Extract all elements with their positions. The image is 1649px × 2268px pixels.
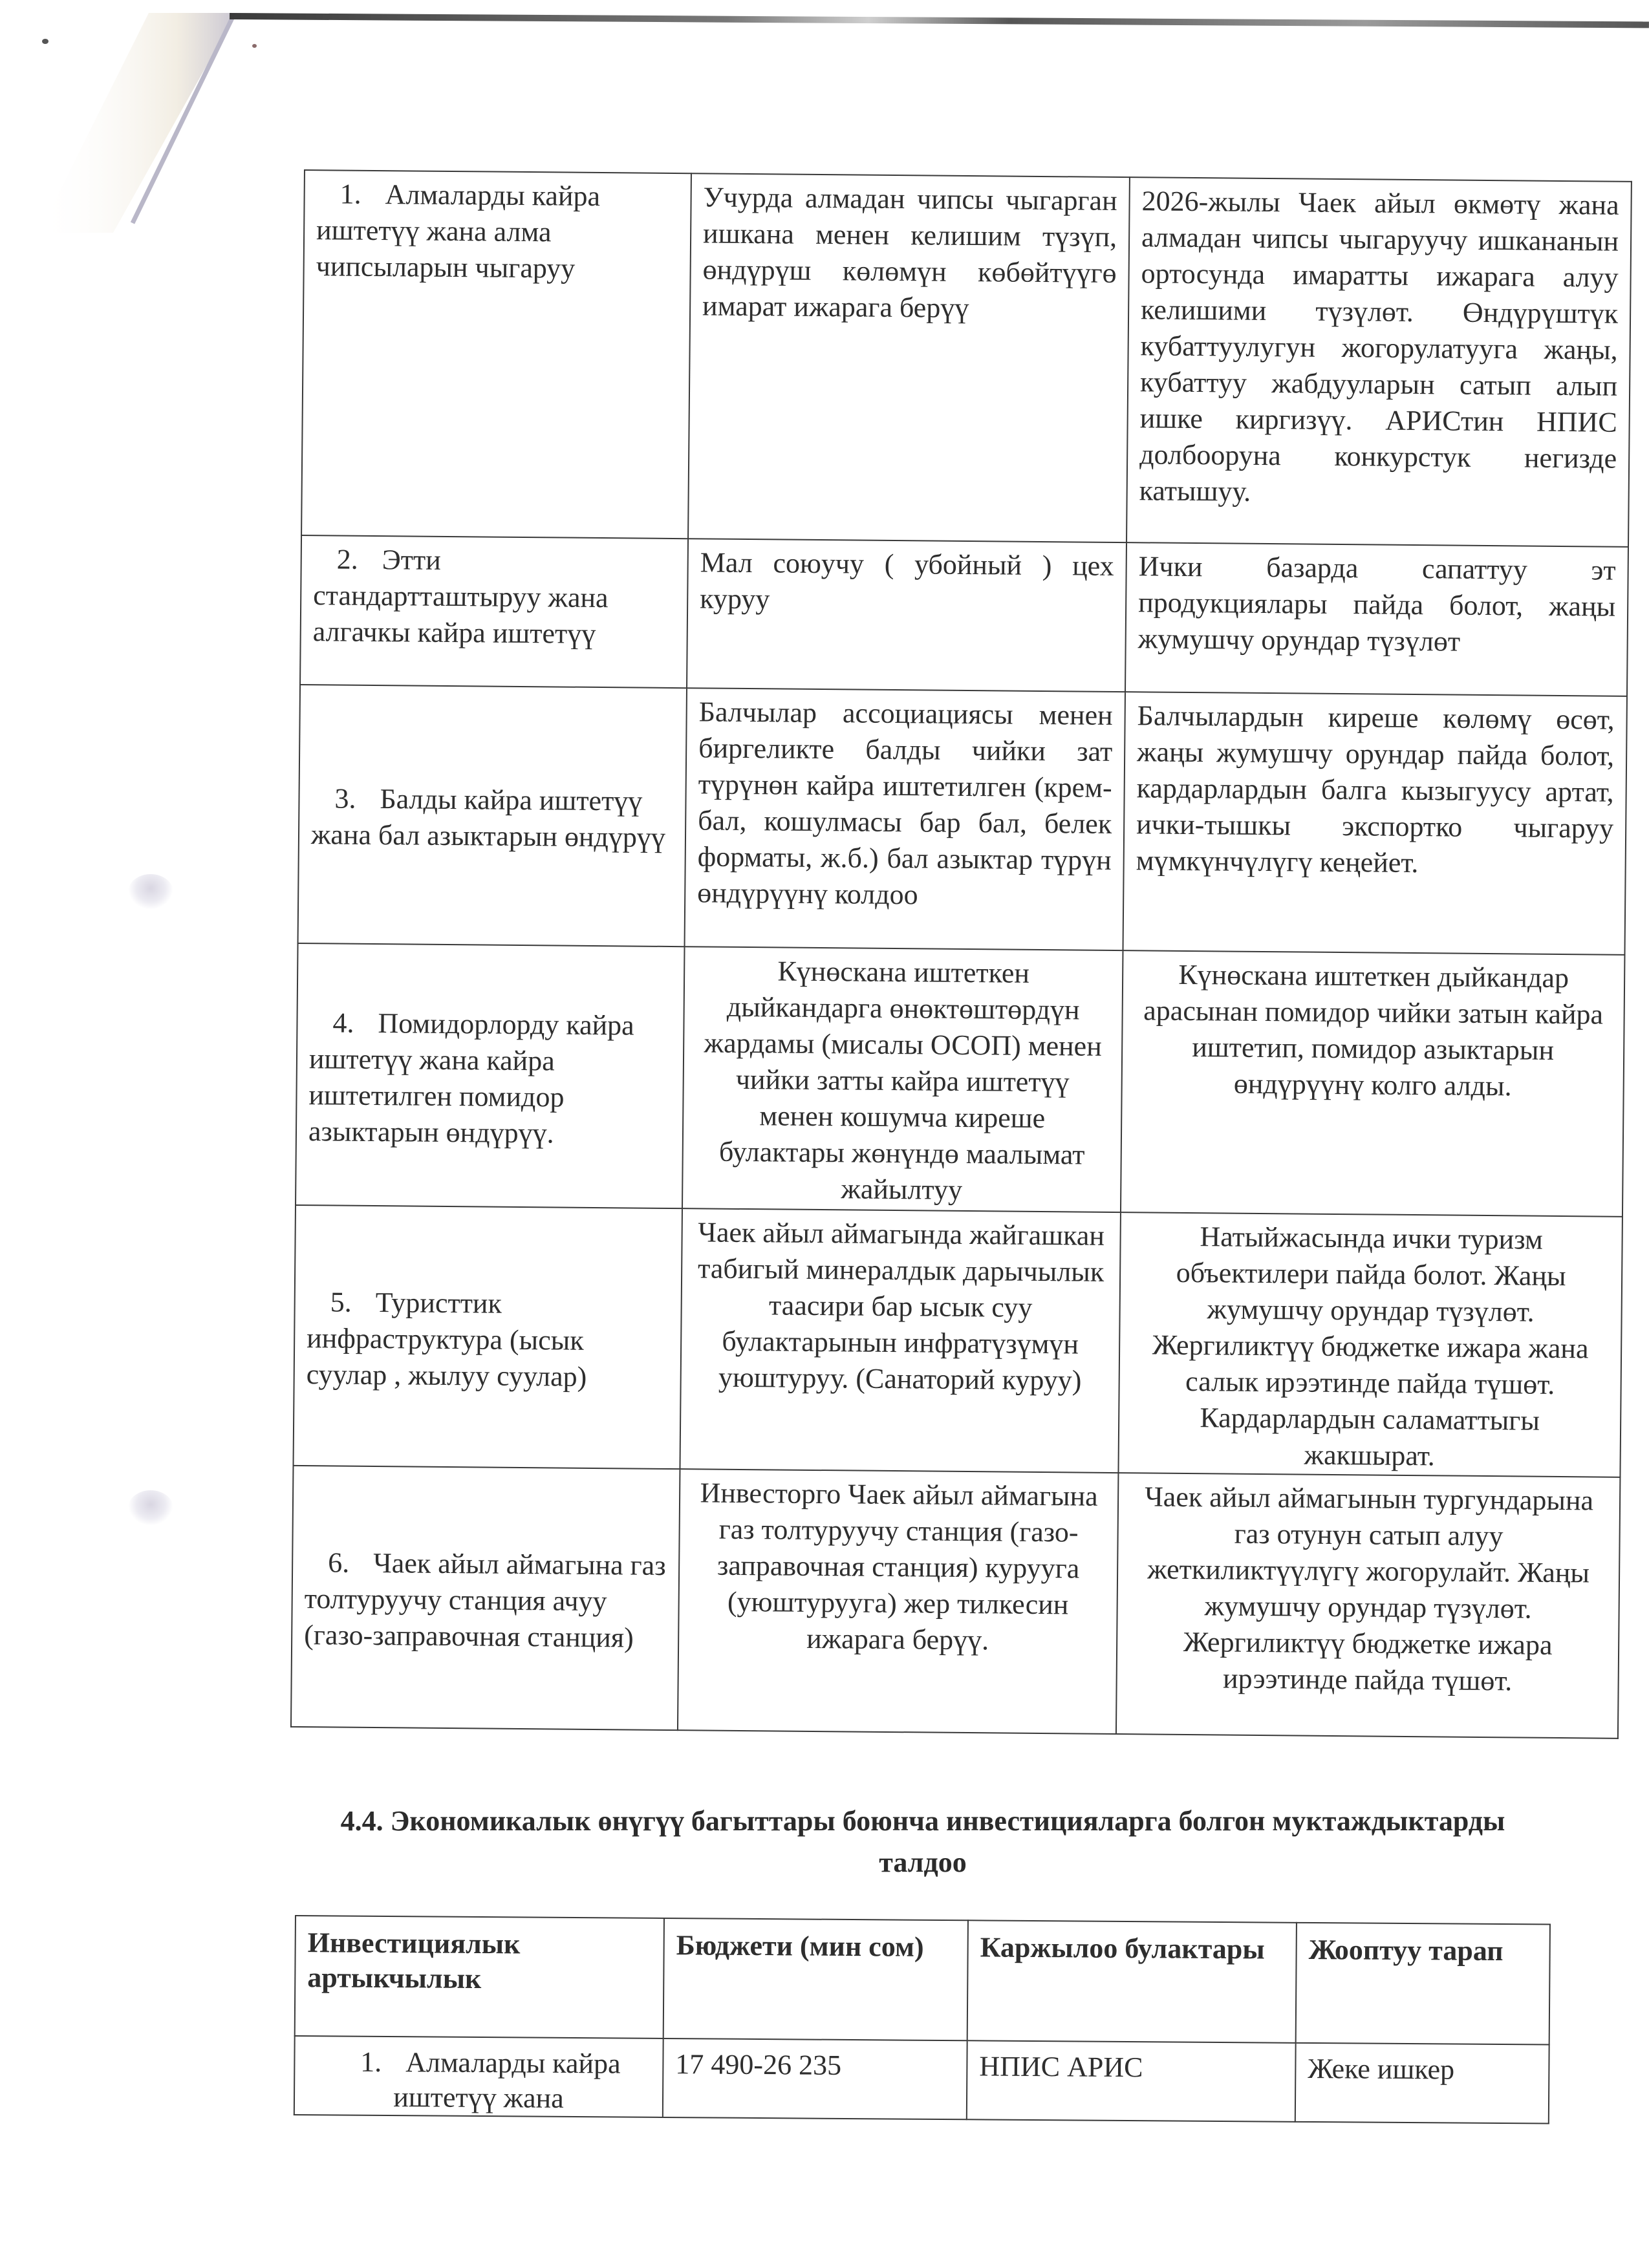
column-header: Жооптуу тарап [1296,1923,1550,2045]
action-cell: Учурда алмадан чипсы чыгарган ишкана менен келишим түзүп, өндүрүш көлөмүн көбөйтүүгө имарат ижарага берүү [688,173,1130,542]
action-cell: Мал союучу ( убойный ) цех куруу [687,539,1126,692]
investment-needs-table [294,1915,1551,2124]
direction-text: Чаек айыл аймагына газ толтуруучу станция ачуу (газо-заправочная станция) [304,1547,666,1654]
direction-text: Балды кайра иштетүү жана бал азыктарын өндүрүү [310,783,666,853]
result-cell: Натыйжасында ички туризм объектилери пайда болот. Жаңы жумушчу орундар түзүлөт. Жергиликтүү бюджетке ижара жана салык ирээтинде пайда түшөт. Кардарлардын саламаттыгы жакшырат. [1118,1212,1622,1477]
row-number: 5. [330,1285,352,1318]
punch-hole-mark [128,1490,173,1526]
funding-source-cell: НПИС АРИС [967,2040,1296,2122]
direction-cell [300,535,688,688]
row-number: 6. [327,1546,350,1579]
column-header: Инвестициялык артыкчылык [295,1916,664,2038]
direction-text: Помидорлорду кайра иштетүү жана кайра иштетилген помидор азыктарын өндүрүү. [308,1007,634,1149]
action-cell: Чаек айыл аймагында жайгашкан табигый минералдык дарычылык таасири бар ысык суу булактарынын инфратүзүмүн уюштуруу. (Санаторий куруу) [680,1208,1120,1473]
direction-cell [296,943,685,1208]
direction-text: Этти стандартташтыруу жана алгачкы кайра иштетүү [312,544,609,650]
action-cell: Күнөскана иштеткен дыйкандарга өнөктөштөрдүн жардамы (мисалы ОСОП) менен чийки затты кайра иштетүү менен кошумча киреше булактары жөнүндө маалымат жайылтуу [682,947,1123,1212]
result-cell: Күнөскана иштеткен дыйкандар арасынан помидор чийки затын кайра иштетип, помидор азыктарын өндүрүүнү колго алды. [1121,950,1625,1217]
column-header: Каржылоо булактары [967,1920,1297,2043]
row-number: 1. [339,178,361,210]
scan-speck [42,39,48,44]
column-header: Бюджети (мин сом) [663,1918,968,2040]
direction-cell [291,1466,680,1730]
table-row [291,1466,1620,1738]
result-cell: Балчылардын киреше көлөмү өсөт, жаңы жумушчу орундар пайда болот, кардарлардын балга кызыгуусу артат, ички-тышкы экспортко чыгаруу мүмкүнчүлүгү кеңейет. [1123,692,1627,955]
action-cell: Инвесторго Чаек айыл аймагына газ толтуруучу станция (газо-заправочная станция) курууга (уюштурууга) жер тилкесин ижарага берүү. [678,1469,1118,1734]
table-row [294,1205,1622,1477]
result-cell: Чаек айыл аймагынын тургундарына газ отунун сатып алуу жеткиликтүүлүгү жогорулайт. Жаңы жумушчу орундар түзүлөт. Жергиликтүү бюджетке ижара ирээтинде пайда түшөт. [1116,1473,1620,1738]
scan-speck [252,44,257,48]
direction-cell [298,685,687,947]
result-cell: Ички базарда сапаттуу эт продукциялары пайда болот, жаңы жумушчу орундар түзүлөт [1125,542,1628,696]
row-number: 1. [360,2046,382,2078]
row-number: 2. [336,543,358,575]
table-row [294,2036,1549,2124]
table-row [298,685,1627,955]
table-row [296,943,1624,1217]
action-cell: Балчылар ассоциациясы менен биргеликте балды чийки зат түрүнөн кайра иштетилген (крем-бал, кошулмасы бар бал, белек форматы, ж.б.) бал азыктар түрүн өндүрүүнү колдоо [685,688,1125,950]
direction-text: Туристтик инфраструктура (ысык суулар , жылуу суулар) [306,1286,587,1393]
table-header-row [295,1916,1550,2045]
budget-cell: 17 490-26 235 [663,2038,967,2119]
direction-cell [294,1205,682,1469]
direction-cell [301,170,691,539]
table-row [300,535,1628,696]
section-heading: 4.4. Экономикалык өнүгүү багыттары боюнча инвестицияларга болгон муктаждыктарды талдоо [340,1805,1505,1878]
table-row [301,170,1632,547]
punch-hole-mark [128,874,173,910]
responsible-party-cell: Жеке ишкер [1295,2043,1549,2124]
scan-top-shadow [230,13,1649,28]
result-cell: 2026-жылы Чаек айыл өкмөтү жана алмадан чипсы чыгаруучу ишкананын ортосунда имаратты ижарага алуу келишими түзүлөт. Өндүрүштүк кубаттуулугун жогорулатууга жаңы, кубаттуу жабдууларын сатып алып ишке киргизүү. АРИСтин НПИС долбооруна конкурстук негизде катышуу. [1126,177,1632,547]
direction-text: Алмаларды кайра иштетүү жана алма чипсыларын чыгаруу [316,178,601,284]
priority-cell [294,2036,663,2117]
row-number: 4. [332,1006,354,1039]
row-number: 3. [334,782,356,815]
priority-text: Алмаларды кайра иштетүү жана [393,2046,621,2114]
development-directions-table [290,169,1632,1739]
